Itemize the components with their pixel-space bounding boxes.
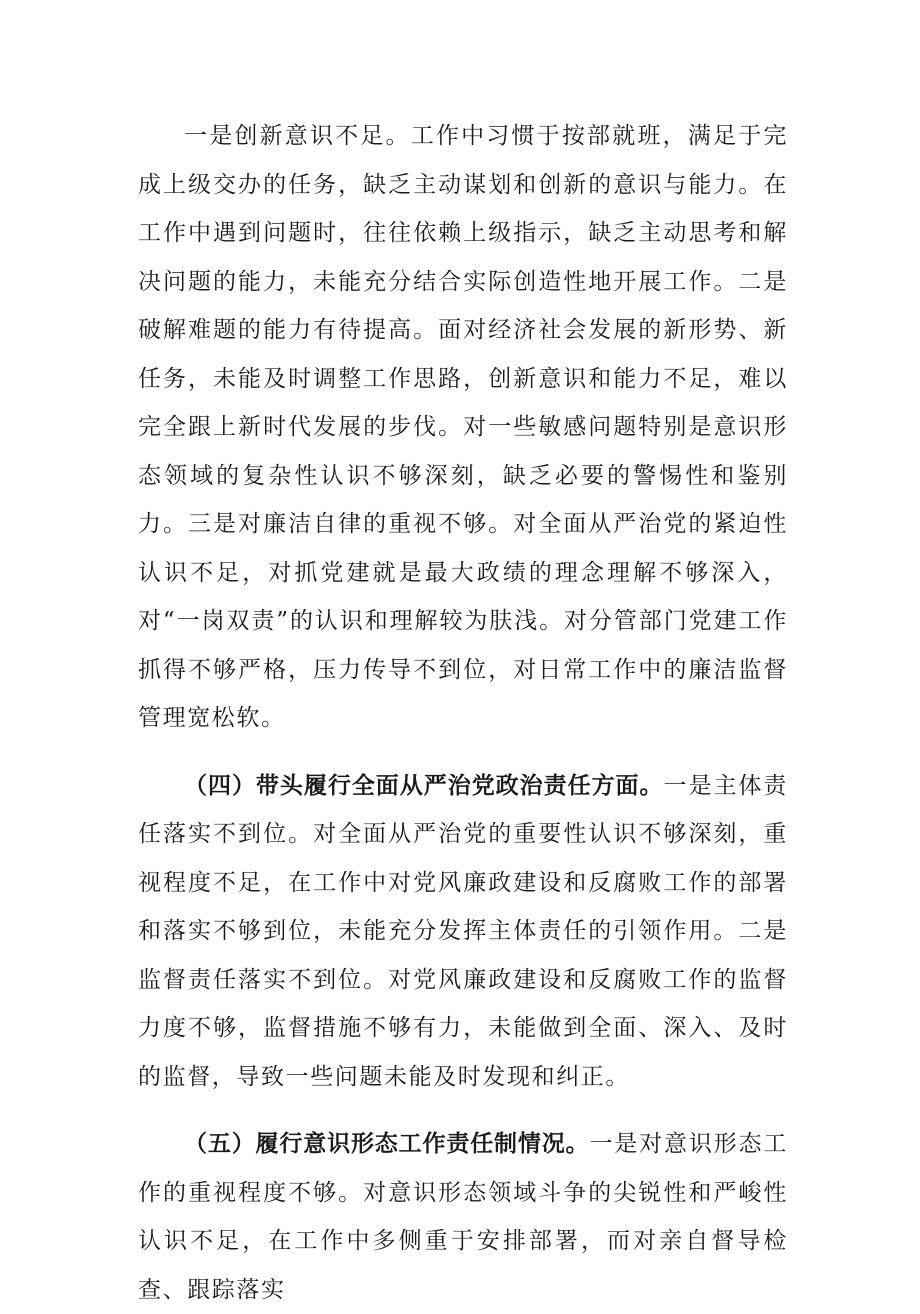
document-page [138,112,788,1314]
section-heading-4: （四）带头履行全面从严治党政治责任方面。 [184,772,664,799]
paragraph-party-governance-responsibility [138,762,788,1102]
section-heading-5: （五）履行意识形态工作责任制情况。 [184,1131,590,1157]
paragraph-body: 一是对意识形态工作的重视程度不够。对意识形态领域斗争的尖锐性和严峻性认识不足，在工作中多侧重于安排部署，而对亲自督导检查、跟踪落实 [138,1131,788,1303]
paragraph-innovation-awareness [138,112,788,743]
paragraph-ideology-responsibility [138,1120,788,1314]
paragraph-body: 一是主体责任落实不到位。对全面从严治党的重要性认识不够深刻，重视程度不足，在工作中对党风廉政建设和反腐败工作的部署和落实不够到位，未能充分发挥主体责任的引领作用。二是监督责任落实不到位。对党风廉政建设和反腐败工作的监督力度不够，监督措施不够有力，未能做到全面、深入、及时的监督，导致一些问题未能及时发现和纠正。 [138,772,788,1090]
paragraph-body: 一是创新意识不足。工作中习惯于按部就班，满足于完成上级交办的任务，缺乏主动谋划和创新的意识与能力。在工作中遇到问题时，往往依赖上级指示，缺乏主动思考和解决问题的能力，未能充分结合实际创造性地开展工作。二是破解难题的能力有待提高。面对经济社会发展的新形势、新任务，未能及时调整工作思路，创新意识和能力不足，难以完全跟上新时代发展的步伐。对一些敏感问题特别是意识形态领域的复杂性认识不够深刻，缺乏必要的警惕性和鉴别力。三是对廉洁自律的重视不够。对全面从严治党的紧迫性认识不足，对抓党建就是最大政绩的理念理解不够深入，对“一岗双责”的认识和理解较为肤浅。对分管部门党建工作抓得不够严格，压力传导不到位，对日常工作中的廉洁监督管理宽松软。 [138,123,788,731]
